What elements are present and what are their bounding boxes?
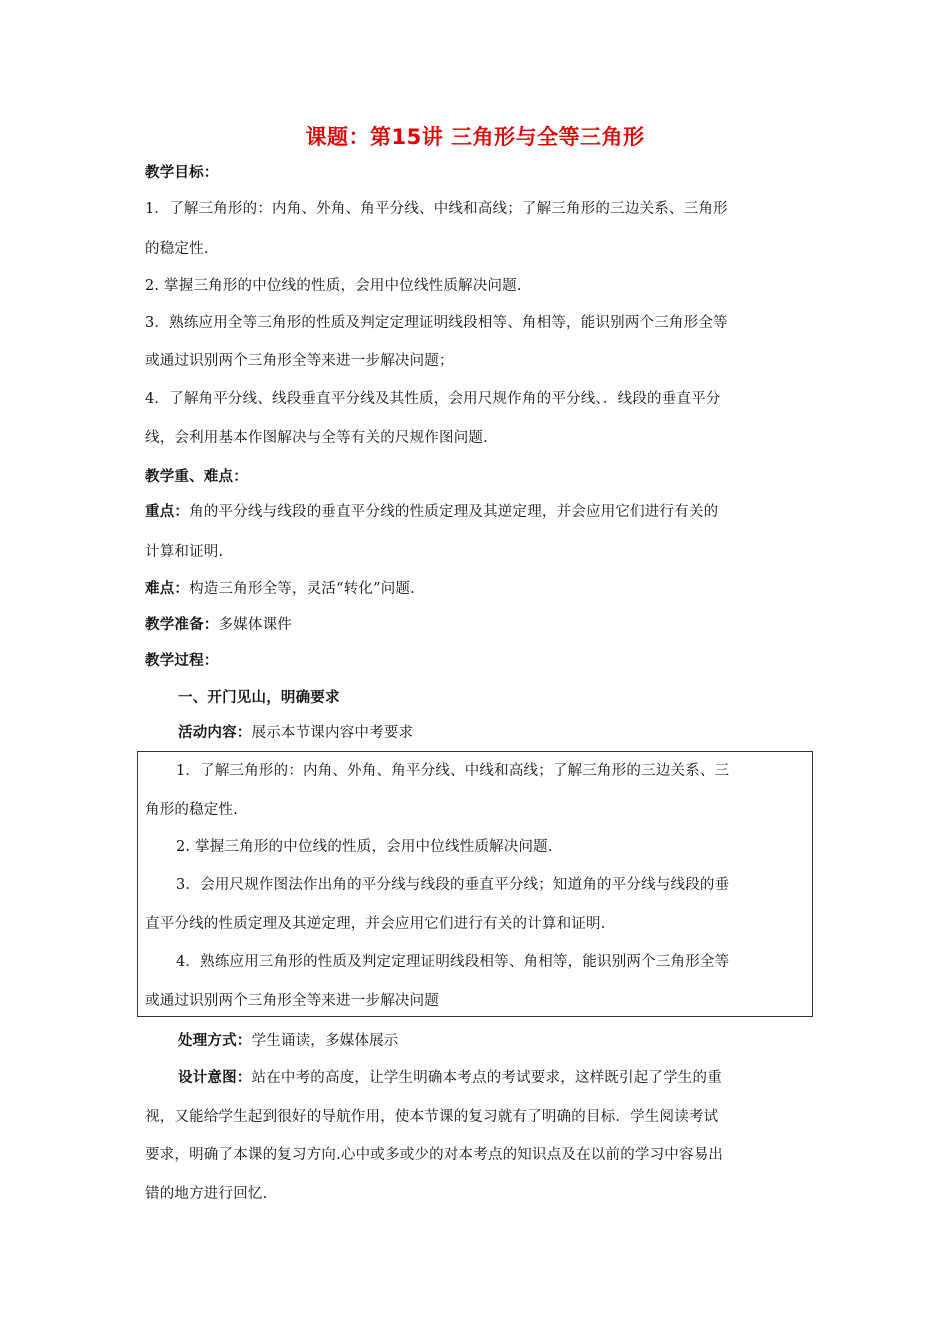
intent-line-4: 错的地方进行回忆. [145,1186,268,1202]
intent-line-1 [178,1067,842,1089]
objective-3-line-1: 3．熟练应用全等三角形的性质及判定定理证明线段相等、角相等，能识别两个三角形全等 [145,315,728,331]
objective-2: 2. 掌握三角形的中位线的性质，会用中位线性质解决问题. [145,278,522,294]
objective-3-line-2: 或通过识别两个三角形全等来进一步解决问题； [145,353,454,369]
objectives-heading: 教学目标： [145,165,219,181]
objective-4-line-2: 线，会利用基本作图解决与全等有关的尺规作图问题. [145,430,488,446]
box-item-2: 2. 掌握三角形的中位线的性质，会用中位线性质解决问题. [176,839,553,855]
section-1-heading: 一、开门见山，明确要求 [178,690,340,706]
intent-line-3: 要求，明确了本课的复习方向.心中或多或少的对本考点的知识点及在以前的学习中容易出 [145,1147,724,1163]
difficulty-label: 难点： [145,581,190,597]
intent-line-2: 视，又能给学生起到很好的导航作用，使本节课的复习就有了明确的目标．学生阅读考试 [145,1109,719,1125]
focus-text: 角的平分线与线段的垂直平分线的性质定理及其逆定理，并会应用它们进行有关的 [189,504,719,520]
focus-line-1 [145,501,809,523]
process-heading: 教学过程： [145,653,219,669]
objective-1-line-2: 的稳定性. [145,241,209,257]
box-item-1-line-1: 1．了解三角形的：内角、外角、角平分线、中线和高线；了解三角形的三边关系、三 [176,763,730,779]
box-item-4-line-1: 4．熟练应用三角形的性质及判定定理证明线段相等、角相等，能识别两个三角形全等 [176,954,730,970]
focus-line-2: 计算和证明. [145,544,224,560]
intent-text: 站在中考的高度，让学生明确本考点的考试要求，这样既引起了学生的重 [251,1070,722,1086]
method-text: 学生诵读，多媒体展示 [251,1033,399,1049]
preparation-label: 教学准备： [145,617,219,633]
key-points-heading: 教学重、难点： [145,469,248,485]
preparation-line [145,614,809,636]
box-item-3-line-1: 3．会用尺规作图法作出角的平分线与线段的垂直平分线；知道角的平分线与线段的垂 [176,877,730,893]
box-item-3-line-2: 直平分线的性质定理及其逆定理，并会应用它们进行有关的计算和证明. [145,916,606,932]
page-title: 课题：第15讲 三角形与全等三角形 [305,125,645,149]
objective-4-line-1: 4．了解角平分线、线段垂直平分线及其性质，会用尺规作角的平分线、．线段的垂直平分 [145,391,721,407]
intent-label: 设计意图： [178,1070,252,1086]
box-item-1-line-2: 角形的稳定性. [145,802,239,818]
objective-1-line-1: 1．了解三角形的：内角、外角、角平分线、中线和高线；了解三角形的三边关系、三角形 [145,201,728,217]
method-line [178,1030,842,1052]
focus-label: 重点： [145,504,190,520]
activity-line [178,722,842,744]
difficulty-line [145,578,809,600]
box-item-4-line-2: 或通过识别两个三角形全等来进一步解决问题 [145,993,439,1009]
method-label: 处理方式： [178,1033,252,1049]
activity-label: 活动内容： [178,725,252,741]
activity-text: 展示本节课内容中考要求 [251,725,414,741]
difficulty-text: 构造三角形全等，灵活“转化”问题. [189,581,415,597]
preparation-text: 多媒体课件 [218,617,292,633]
